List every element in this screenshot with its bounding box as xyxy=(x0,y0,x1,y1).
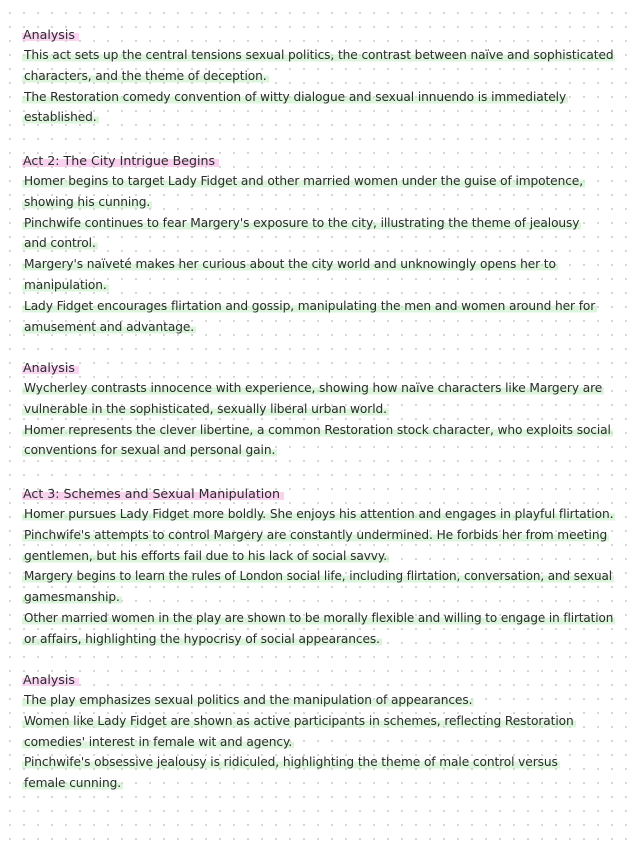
section-act-2 xyxy=(22,150,622,337)
note-line: vulnerable in the sophisticated, sexually liberal urban world. xyxy=(24,401,387,416)
note-line: gamesmanship. xyxy=(24,590,120,605)
note-line: established. xyxy=(24,110,97,125)
note-line: Other married women in the play are shown to be morally flexible and willing to engage in flirtation xyxy=(24,610,614,625)
note-line: female cunning. xyxy=(24,776,121,791)
section-heading: Act 2: The City Intrigue Begins xyxy=(22,150,622,171)
note-line: Homer pursues Lady Fidget more boldly. She enjoys his attention and engages in playful flirtation. xyxy=(24,507,614,521)
note-line: showing his cunning. xyxy=(24,194,151,209)
section-act-3 xyxy=(22,483,622,650)
note-line: and control. xyxy=(24,236,96,251)
note-line: Homer represents the clever libertine, a common Restoration stock character, who exploits social xyxy=(24,422,611,437)
note-line: Women like Lady Fidget are shown as active participants in schemes, reflecting Restoration xyxy=(24,713,574,728)
note-line: Margery's naïveté makes her curious about the city world and unknowingly opens her to xyxy=(24,257,556,272)
note-line: Pinchwife's attempts to control Margery are constantly undermined. He forbids her from meeting xyxy=(24,527,608,542)
note-line: gentlemen, but his efforts fail due to his lack of social savvy. xyxy=(24,548,388,563)
section-heading: Act 3: Schemes and Sexual Manipulation xyxy=(22,483,622,504)
note-line: The Restoration comedy convention of witty dialogue and sexual innuendo is immediately xyxy=(24,89,567,104)
section-analysis-2 xyxy=(22,357,622,461)
note-line: manipulation. xyxy=(24,277,107,292)
note-line: conventions for sexual and personal gain. xyxy=(24,443,276,458)
note-line: Wycherley contrasts innocence with experience, showing how naïve characters like Margery are xyxy=(24,381,603,395)
note-line: Lady Fidget encourages flirtation and gossip, manipulating the men and women around her for xyxy=(24,298,596,313)
section-analysis-1 xyxy=(22,24,622,128)
note-line: Margery begins to learn the rules of London social life, including flirtation, conversation, and sexual xyxy=(24,569,612,584)
note-line: Homer begins to target Lady Fidget and other married women under the guise of impotence, xyxy=(24,174,583,188)
note-line: Pinchwife's obsessive jealousy is ridiculed, highlighting the theme of male control versus xyxy=(24,755,558,770)
note-line: amusement and advantage. xyxy=(24,319,195,334)
section-heading: Analysis xyxy=(22,357,622,378)
note-line: The play emphasizes sexual politics and the manipulation of appearances. xyxy=(24,693,473,707)
note-line: Pinchwife continues to fear Margery's exposure to the city, illustrating the theme of jealousy xyxy=(24,215,580,230)
note-line: characters, and the theme of deception. xyxy=(24,68,267,83)
section-analysis-3 xyxy=(22,669,622,794)
note-line: comedies' interest in female wit and agency. xyxy=(24,734,293,749)
section-heading: Analysis xyxy=(22,669,622,690)
section-heading: Analysis xyxy=(22,24,622,45)
note-line: This act sets up the central tensions sexual politics, the contrast between naïve and sophisticated xyxy=(24,48,614,62)
note-line: or affairs, highlighting the hypocrisy of social appearances. xyxy=(24,631,380,646)
